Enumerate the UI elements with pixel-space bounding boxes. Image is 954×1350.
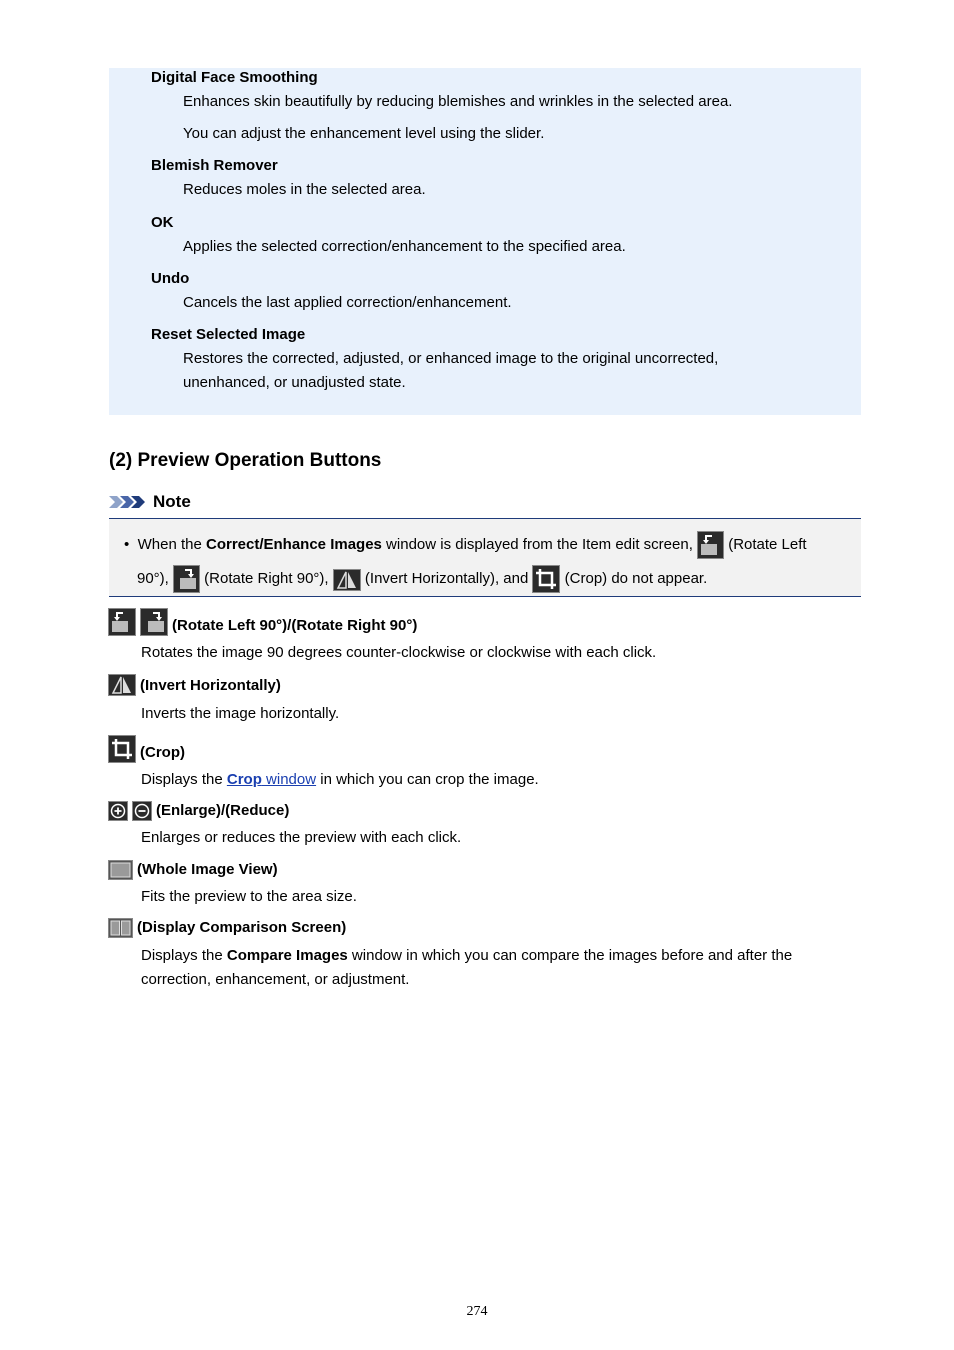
note-arrows-icon [109,494,149,510]
note-line-1 [124,531,807,557]
rotate-right-icon [140,608,168,636]
note-text: (Rotate Left [724,536,807,553]
desc-digital-face-smoothing-2: You can adjust the enhancement level using the slider. [183,125,545,142]
term-digital-face-smoothing: Digital Face Smoothing [151,69,318,86]
item-comparison-desc-text: Displays the [141,947,227,964]
item-comparison-desc-text: window in which you can compare the images before and after the correction, enhancement, or adjustment. [141,947,793,988]
item-whole-view-header [108,860,278,880]
rotate-left-icon [108,608,136,636]
note-text: When the [137,536,206,553]
enlarge-icon [108,801,128,821]
item-whole-view-desc: Fits the preview to the area size. [141,888,357,905]
item-invert-header [108,674,281,696]
term-undo: Undo [151,270,190,287]
desc-ok: Applies the selected correction/enhancement to the specified area. [183,238,626,255]
page-number: 274 [466,1304,488,1319]
crop-icon [532,565,560,593]
rotate-right-icon [173,565,200,593]
item-invert-title: (Invert Horizontally) [140,677,281,694]
invert-horizontally-icon [108,674,136,696]
rotate-left-icon [697,531,724,559]
term-reset-selected-image: Reset Selected Image [151,326,306,343]
desc-blemish-remover: Reduces moles in the selected area. [183,181,426,198]
display-comparison-icon [108,918,133,938]
note-bullet: • [124,536,130,553]
item-invert-desc: Inverts the image horizontally. [141,705,340,722]
item-whole-view-title: (Whole Image View) [137,861,278,878]
item-crop-desc-text: Displays the [141,771,227,788]
note-text: 90°), [137,570,174,587]
term-blemish-remover: Blemish Remover [151,157,278,174]
item-crop-desc-text: in which you can crop the image. [316,771,539,788]
item-rotate-header [108,608,417,636]
note-window-name: Correct/Enhance Images [205,536,382,553]
item-zoom-desc: Enlarges or reduces the preview with each click. [141,829,462,846]
item-crop-title: (Crop) [140,744,185,761]
note-text: (Crop) do not appear. [560,570,708,587]
note-label: Note [153,492,191,511]
note-line-2 [137,565,707,591]
crop-link-text: window [261,771,317,788]
whole-image-view-icon [108,860,133,880]
item-comparison-title: (Display Comparison Screen) [137,919,347,936]
compare-images-window-name: Compare Images [226,947,348,964]
reduce-icon [132,801,152,821]
crop-icon [108,735,136,763]
item-comparison-header [108,918,346,938]
item-zoom-title: (Enlarge)/(Reduce) [156,802,290,819]
item-rotate-desc: Rotates the image 90 degrees counter-clockwise or clockwise with each click. [141,644,657,661]
desc-digital-face-smoothing-1: Enhances skin beautifully by reducing blemishes and wrinkles in the selected area. [183,93,733,110]
note-text: window is displayed from the Item edit screen, [381,536,698,553]
item-rotate-title: (Rotate Left 90°)/(Rotate Right 90°) [172,617,418,634]
crop-link-bold: Crop [226,771,262,788]
note-text: (Rotate Right 90°), [200,570,333,587]
section-title: (2) Preview Operation Buttons [109,450,382,471]
crop-window-link[interactable] [227,771,316,788]
desc-reset-selected-image: Restores the corrected, adjusted, or enhanced image to the original uncorrected, unenhanced, or unadjusted state. [183,350,719,391]
item-crop-header [108,735,185,763]
item-crop-desc [141,768,851,792]
item-comparison-desc [141,944,851,992]
item-zoom-header [108,801,289,821]
desc-undo: Cancels the last applied correction/enhancement. [183,294,512,311]
term-ok: OK [151,214,174,231]
note-text: (Invert Horizontally), and [360,570,533,587]
note-header [109,490,191,514]
invert-horizontally-icon [333,569,361,591]
